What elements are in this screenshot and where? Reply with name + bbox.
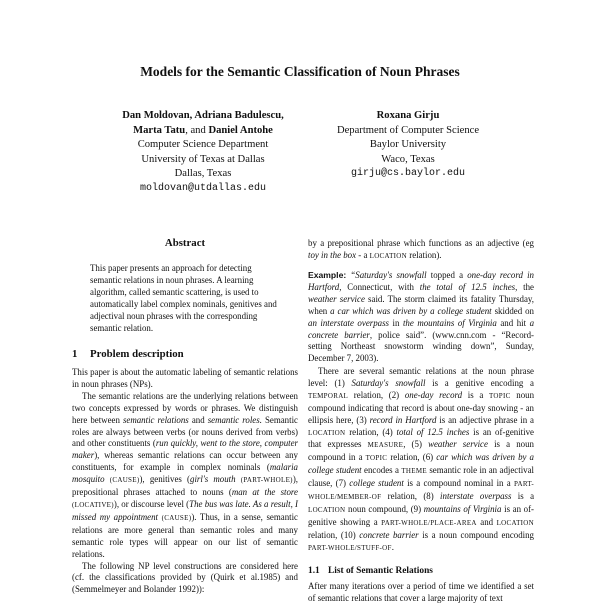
section-heading xyxy=(72,348,184,360)
author-name: Daniel Antohe xyxy=(208,124,273,136)
paragraph: The following NP level constructions are considered here (cf. the classifications provided by (Quirk et al.1985) and (Semmelmeyer and Bolander 1992)): xyxy=(72,560,298,595)
author-conjunction: , and xyxy=(185,124,209,136)
author-names: Roxana Girju xyxy=(376,110,440,121)
author-names: Dan Moldovan, Adriana Badulescu, xyxy=(122,110,284,121)
paragraph: by a prepositional phrase which functions as an adjective (eg toy in the box - a LOCATION relation). xyxy=(308,238,534,260)
example-paragraph: Example: “Saturday's snowfall topped a one-day record in Hartford, Connecticut, with the total of 12.5 inches, the weather service said. The storm claimed its fatality Thursday, when a car which was driven by a college student skidded on an interstate overpass in the mountains of Virginia and hit a concrete barrier, police said”. (www.cnn.com - “Record-setting Northeast snowstorm winding down”, Sunday, December 7, 2003). xyxy=(308,270,535,364)
author-university: University of Texas at Dallas xyxy=(141,153,265,165)
author-names-line2 xyxy=(100,124,306,139)
author-city: Dallas, Texas xyxy=(174,168,232,180)
abstract-text: This paper presents an approach for detecting semantic relations in noun phrases. A learning algorithm, called semantic scattering, is used to automatically label complex nominals, genitives and adjectival noun phrases with the corresponding semantic relation. xyxy=(90,263,277,334)
subsection-heading xyxy=(308,566,433,576)
subsection-number: 1.1 xyxy=(308,566,320,576)
subsection-title: List of Semantic Relations xyxy=(328,566,433,576)
author-email: moldovan@utdallas.edu xyxy=(139,182,267,194)
example-label: Example: xyxy=(308,270,347,280)
section-body xyxy=(72,367,298,596)
author-university: Baylor University xyxy=(369,139,447,151)
author-city: Waco, Texas xyxy=(381,153,435,165)
paragraph: This paper is about the automatic labeling of semantic relations in noun phrases (NPs). xyxy=(72,367,298,389)
author-block-baylor xyxy=(310,109,506,182)
section-title: Problem description xyxy=(90,348,184,360)
paragraph: There are several semantic relations at the noun phrase level: (1) Saturday's snowfall is a genitive encoding a TEMPORAL relation, (2) one-day record is a TOPIC noun compound indicating that record is about one-day snowing - an ellipsis here, (3) record in Hartford is an adjective phrase in a LOCATION relation, (4) total of 12.5 inches is an of-genitive that expresses MEASURE, (5) weather service is a noun compound in a TOPIC relation, (6) car which was driven by a college student encodes a THEME semantic role in an adjectival clause, (7) college student is a compound nominal in a PART-WHOLE/MEMBER-OF relation, (8) interstate overpass is a LOCATION noun compound, (9) mountains of Virginia is an of-genitive showing a PART-WHOLE/PLACE-AREA and LOCATION relation, (10) concrete barrier is a noun compound encoding PART-WHOLE/STUFF-OF. xyxy=(308,366,535,552)
paragraph: The semantic relations are the underlying relations between two concepts expressed by words or phrases. We distinguish here between semantic relations and semantic roles. Semantic roles are always between verbs (or nouns derived from verbs) and other constituents (run quickly, went to the store, computer maker), whereas semantic relations can occur between any constituents, for example in complex nominals (malaria mosquito (CAUSE)), genitives (girl's mouth (PART-WHOLE)), prepositional phrases attached to nouns (man at the store (LOCATIVE)), or discourse level (The bus was late. As a result, I missed my appointment (CAUSE)). Thus, in a sense, semantic relations are more general than semantic roles and many semantic role types will appear on our list of semantic relations. xyxy=(72,390,298,559)
section-number: 1 xyxy=(72,348,78,360)
paragraph: After many iterations over a period of time we identified a set of semantic relations that cover a large majority of text xyxy=(308,581,534,603)
author-department: Department of Computer Science xyxy=(336,124,480,136)
author-block-utd xyxy=(100,109,306,197)
paper-title: Models for the Semantic Classification of Noun Phrases xyxy=(140,64,460,79)
author-department: Computer Science Department xyxy=(137,139,269,151)
abstract-heading: Abstract xyxy=(164,237,206,249)
author-name: Marta Tatu xyxy=(133,124,186,136)
author-email: girju@cs.baylor.edu xyxy=(350,168,466,180)
